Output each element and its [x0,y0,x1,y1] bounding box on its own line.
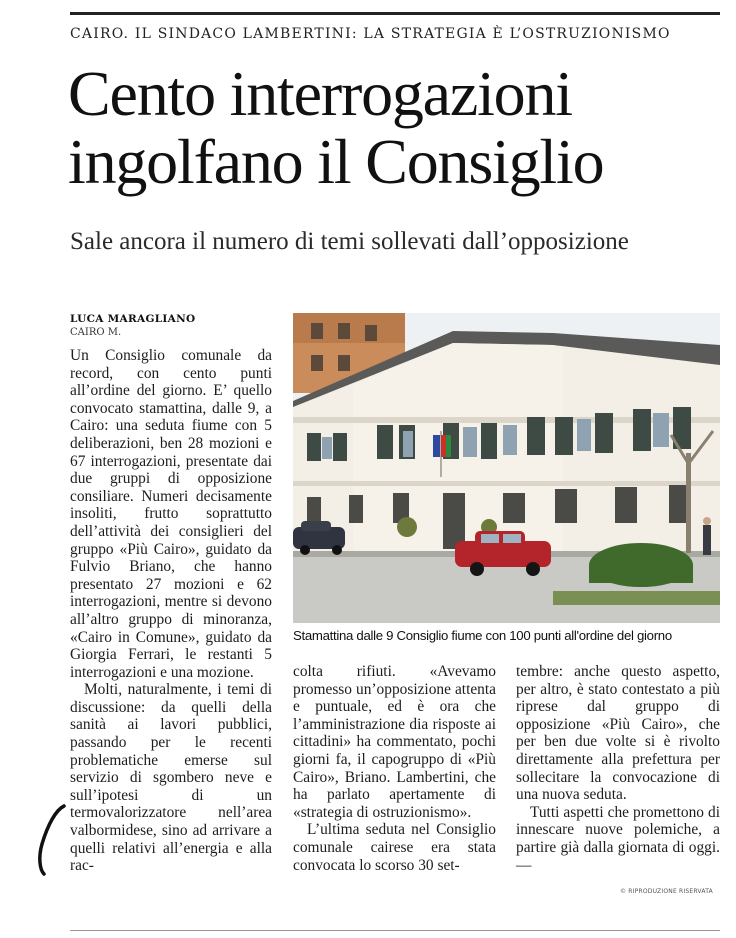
pen-mark-icon [34,800,74,880]
text-column-2 [293,663,496,874]
top-rule [70,12,720,15]
text-column-3 [516,663,720,874]
paragraph: Molti, naturalmente, i temi di discussione: da quelli della sanità ai lavori pubblici, passando per le recenti problematiche emerse sul servizio di sgombero neve e sull’ipotesi di un termovalorizzatore nell’area valbormidese, sino ad arrivare a quelli relativi all’energia e alla rac- [70,681,272,875]
paragraph: Un Consiglio comunale da record, con cento punti all’ordine del giorno. E’ quello convocato stamattina, dalle 9, a Cairo: una seduta fiume con 5 deliberazioni, ben 28 mozioni e 67 interrogazioni, presentate dai due gruppi di opposizione consiliare. Numeri decisamente insoliti, frutto soprattutto dell’attività dei consiglieri del gruppo «Più Cairo», guidato da Fulvio Briano, che hanno presentato 27 mozioni e 62 interrogazioni, mentre si devono all’altro gruppo di minoranza, «Cairo in Comune», guidato da Giorgia Ferrari, le restanti 5 interrogazioni e una mozione. [70,347,272,681]
copyright-credit: © RIPRODUZIONE RISERVATA [620,888,713,895]
town-hall-photo [293,313,720,623]
photo-caption: Stamattina dalle 9 Consiglio fiume con 100 punti all'ordine del giorno [293,628,672,643]
headline-line-1: Cento interrogazioni [68,58,572,129]
article-headline [68,60,736,196]
paragraph: tembre: anche questo aspetto, per altro, è stato contestato a più riprese dal gruppo di opposizione «Più Cairo», che per ben due volte si è rivolto direttamente alla prefettura per sollecitare la convocazione di una nuova seduta. [516,663,720,804]
article-kicker: CAIRO. IL SINDACO LAMBERTINI: LA STRATEGIA È L’OSTRUZIONISMO [70,26,671,42]
text-column-1 [70,347,272,875]
dateline: CAIRO M. [70,327,122,338]
paragraph: colta rifiuti. «Avevamo promesso un’opposizione attenta e puntuale, ed è ora che l’amministrazione dia risposte ai cittadini» ha commentato, pochi giorni fa, il capogruppo di «Più Cairo», Briano. Lambertini, che ha parlato apertamente di «strategia di ostruzionismo». [293,663,496,821]
paragraph: L’ultima seduta nel Consiglio comunale cairese era stata convocata lo scorso 30 set- [293,821,496,874]
author-byline: LUCA MARAGLIANO [70,313,196,325]
article-subheadline: Sale ancora il numero di temi sollevati dall’opposizione [70,228,629,255]
headline-line-2: ingolfano il Consiglio [68,126,604,197]
bottom-rule [70,930,720,931]
paragraph: Tutti aspetti che promettono di innescare nuove polemiche, a partire già dalla giornata di oggi. — [516,803,720,874]
building-illustration [293,313,720,623]
